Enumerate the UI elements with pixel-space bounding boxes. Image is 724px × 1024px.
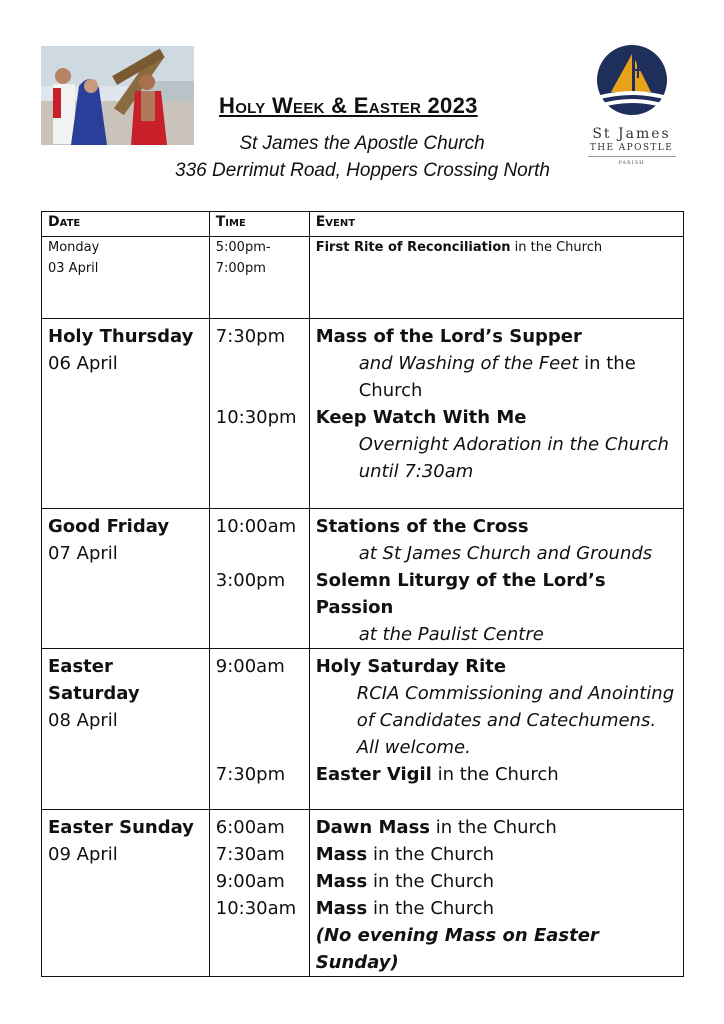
- time-value: 10:30am: [215, 898, 297, 919]
- table-row: [42, 509, 684, 649]
- time-value: 10:00am: [215, 516, 297, 537]
- logo-text-apostle: THE APOSTLE: [589, 143, 674, 153]
- event-location: in the Church: [367, 871, 495, 892]
- time-cell: [209, 810, 309, 977]
- event-title: Solemn Liturgy of the Lord’s Passion: [315, 570, 606, 618]
- day-name: Holy Thursday: [48, 326, 194, 347]
- event-title: Dawn Mass: [315, 817, 431, 838]
- table-header-row: [42, 212, 684, 237]
- table-row: [42, 237, 684, 319]
- event-detail-cont: Church: [358, 380, 423, 401]
- event-detail: All welcome.: [356, 737, 471, 758]
- event-detail: until 7:30am: [358, 461, 474, 482]
- day-name: Easter Sunday: [48, 817, 194, 838]
- event-location: in the Church: [510, 240, 603, 255]
- time-value: 10:30pm: [215, 407, 297, 428]
- event-cell: [309, 237, 683, 319]
- event-cell: [309, 319, 683, 509]
- schedule-table: [41, 211, 684, 977]
- event-detail-rest: in the: [578, 353, 636, 374]
- event-location: in the Church: [367, 844, 495, 865]
- event-title: First Rite of Reconciliation: [315, 240, 511, 255]
- event-location: in the Church: [431, 764, 559, 785]
- logo-text-parish: PARISH: [618, 160, 645, 166]
- day-date: 07 April: [48, 543, 118, 564]
- day-date: 09 April: [48, 844, 118, 865]
- header-date: Date: [42, 212, 210, 237]
- time-value: 7:30pm: [215, 764, 286, 785]
- table-row: [42, 319, 684, 509]
- event-detail: RCIA Commissioning and Anointing: [356, 683, 675, 704]
- time-value: 6:00am: [215, 817, 285, 838]
- day-name: Monday: [48, 240, 100, 255]
- time-value: 7:30pm: [215, 326, 286, 347]
- event-title: Mass: [315, 844, 368, 865]
- event-location: in the Church: [430, 817, 557, 838]
- event-detail: at the Paulist Centre: [358, 624, 544, 645]
- time-cell: [209, 509, 309, 649]
- church-address: 336 Derrimut Road, Hoppers Crossing North: [175, 160, 550, 181]
- time-cell: [209, 237, 309, 319]
- time-value: 7:00pm: [215, 261, 266, 276]
- day-date: 03 April: [48, 261, 99, 276]
- logo-text-st-james: St James: [592, 126, 671, 142]
- event-location: in the Church: [367, 898, 495, 919]
- event-cell: [309, 810, 683, 977]
- event-title: Holy Saturday Rite: [315, 656, 507, 677]
- event-detail: Overnight Adoration in the Church: [358, 434, 669, 455]
- date-cell: [42, 810, 210, 977]
- event-detail: and Washing of the Feet: [358, 353, 579, 374]
- church-name: St James the Apostle Church: [239, 133, 485, 154]
- date-cell: [42, 237, 210, 319]
- table-row: [42, 810, 684, 977]
- table-row: [42, 649, 684, 810]
- time-value: 3:00pm: [215, 570, 286, 591]
- time-cell: [209, 649, 309, 810]
- time-value: 9:00am: [215, 871, 285, 892]
- event-detail: at St James Church and Grounds: [358, 543, 653, 564]
- page-title: Holy Week & Easter 2023: [219, 93, 478, 118]
- day-name: Good Friday: [48, 516, 170, 537]
- event-title: Easter Vigil: [315, 764, 432, 785]
- event-detail: of Candidates and Catechumens.: [356, 710, 657, 731]
- event-title: Mass of the Lord’s Supper: [315, 326, 582, 347]
- date-cell: [42, 319, 210, 509]
- event-cell: [309, 509, 683, 649]
- time-value: 7:30am: [215, 844, 285, 865]
- day-name: Easter Saturday: [48, 656, 140, 704]
- time-value: 5:00pm-: [215, 240, 271, 255]
- event-title: Mass: [315, 898, 368, 919]
- date-cell: [42, 509, 210, 649]
- event-title: Mass: [315, 871, 368, 892]
- event-note: (No evening Mass on Easter Sunday): [315, 925, 599, 973]
- header-time: Time: [209, 212, 309, 237]
- header-event: Event: [309, 212, 683, 237]
- time-value: 9:00am: [215, 656, 285, 677]
- event-title: Stations of the Cross: [315, 516, 529, 537]
- logo-divider: [588, 156, 676, 157]
- day-date: 08 April: [48, 710, 118, 731]
- day-date: 06 April: [48, 353, 118, 374]
- event-cell: [309, 649, 683, 810]
- header-photo: [41, 46, 194, 145]
- event-title: Keep Watch With Me: [315, 407, 527, 428]
- date-cell: [42, 649, 210, 810]
- time-cell: [209, 319, 309, 509]
